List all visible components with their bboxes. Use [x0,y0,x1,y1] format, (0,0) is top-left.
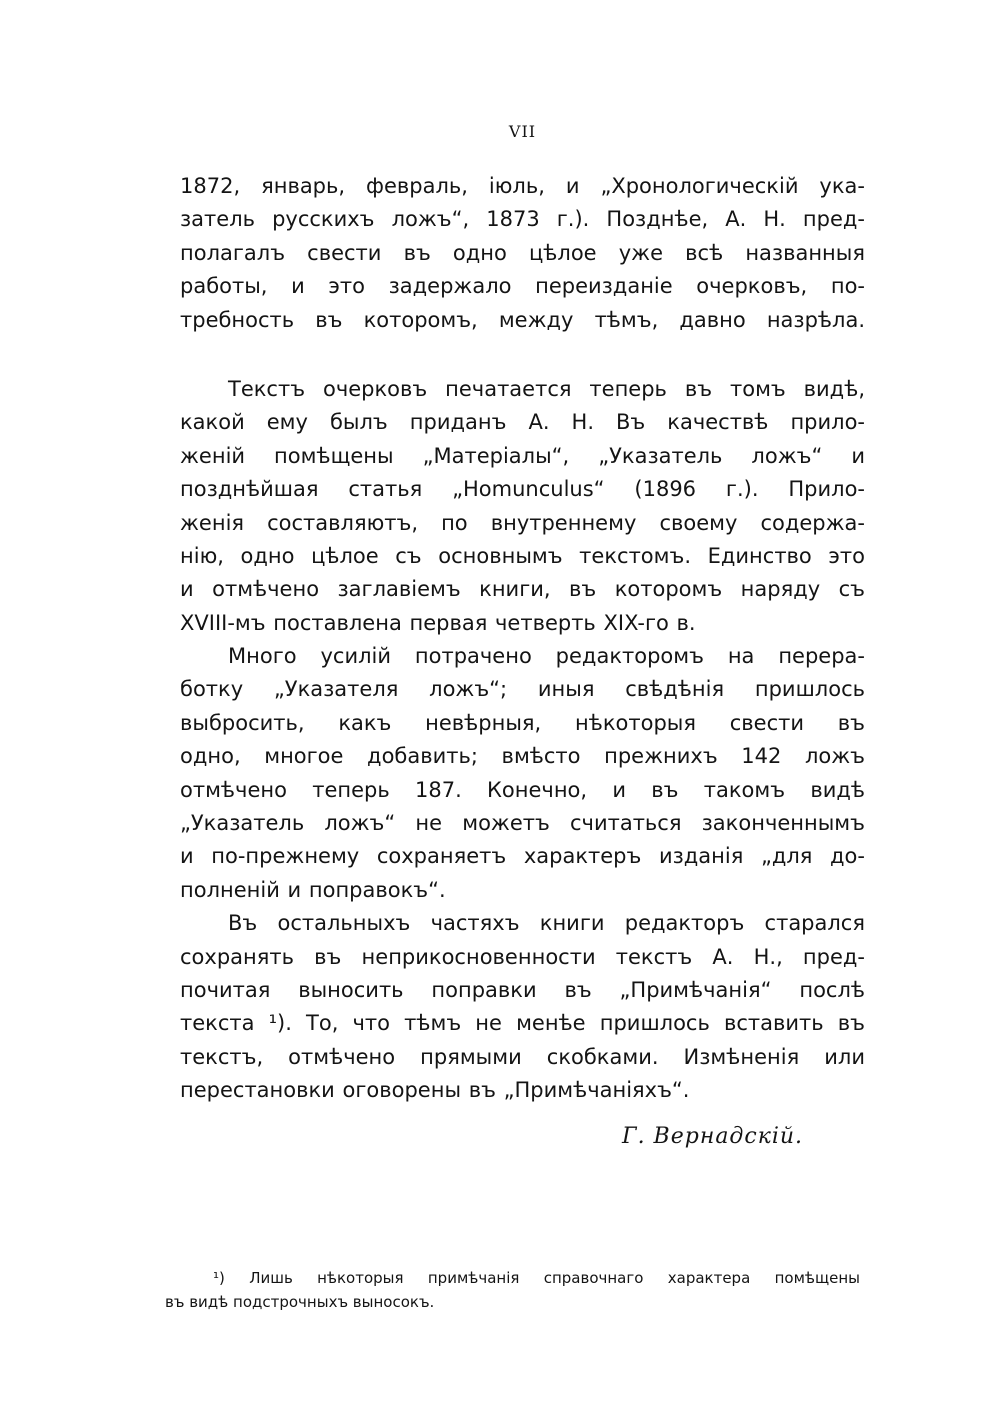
text-line: сохранять въ неприкосновенности текстъ А. Н., пред- [180,944,865,969]
body-text [180,170,865,1108]
footnote-line: въ видѣ подстрочныхъ выносокъ. [165,1293,435,1311]
text-line: нiю, одно цѣлое съ основнымъ текстомъ. Единство это [180,543,865,568]
text-line: „Указатель ложъ“ не можетъ считаться законченнымъ [180,811,865,836]
text-line: женiя составляютъ, по внутреннему своему содержа- [180,510,865,535]
page-number: VII [508,122,537,141]
text-line: затель русскихъ ложъ“, 1873 г.). Позднѣе, А. Н. пред- [180,207,865,232]
text-line: текстъ, отмѣчено прямыми скобками. Измѣненiя или [180,1044,865,1069]
paragraph-gap [180,337,865,373]
text-line: полагалъ свести въ одно цѣлое уже всѣ названныя [180,240,865,265]
author-signature: Г. Вернадскiй. [622,1124,804,1149]
text-line: выбросить, какъ невѣрныя, нѣкоторыя свести въ [180,710,865,735]
text-line: Текстъ очерковъ печатается теперь въ томъ видѣ, [228,376,865,401]
text-line: и отмѣчено заглавiемъ книги, въ которомъ наряду съ [180,577,865,602]
text-line: текста ¹). То, что тѣмъ не менѣе пришлось вставить въ [180,1011,865,1036]
text-line: Много усилiй потрачено редакторомъ на перера- [228,644,865,669]
text-line: перестановки оговорены въ „Примѣчанiяхъ“. [180,1078,690,1103]
text-line: XVIII-мъ поставлена первая четверть XIX-го в. [180,610,696,635]
text-line: 1872, январь, февраль, iюль, и „Хронологическiй ука- [180,174,865,198]
footnote [165,1266,860,1314]
text-line: полненiй и поправокъ“. [180,877,446,902]
text-line: почитая выносить поправки въ „Примѣчанiя“ послѣ [180,977,865,1002]
text-line: позднѣйшая статья „Homunculus“ (1896 г.). Прило- [180,477,865,502]
text-line: и по-прежнему сохраняетъ характеръ изданiя „для до- [180,844,865,869]
text-line: одно, многое добавить; вмѣсто прежнихъ 142 ложъ [180,744,865,769]
footnote-line: ¹) Лишь нѣкоторыя примѣчанiя справочнаго характера помѣщены [213,1269,860,1287]
text-line: ботку „Указателя ложъ“; иныя свѣдѣнiя пришлось [180,677,865,702]
text-line: требность въ которомъ, между тѣмъ, давно назрѣла. [180,307,865,332]
text-line: Въ остальныхъ частяхъ книги редакторъ старался [228,911,865,936]
text-line: какой ему былъ приданъ А. Н. Въ качествѣ прило- [180,410,865,435]
text-line: отмѣчено теперь 187. Конечно, и въ такомъ видѣ [180,777,865,802]
text-line: женiй помѣщены „Матерiалы“, „Указатель ложъ“ и [180,443,865,468]
text-line: работы, и это задержало переизданiе очерковъ, по- [180,274,865,299]
